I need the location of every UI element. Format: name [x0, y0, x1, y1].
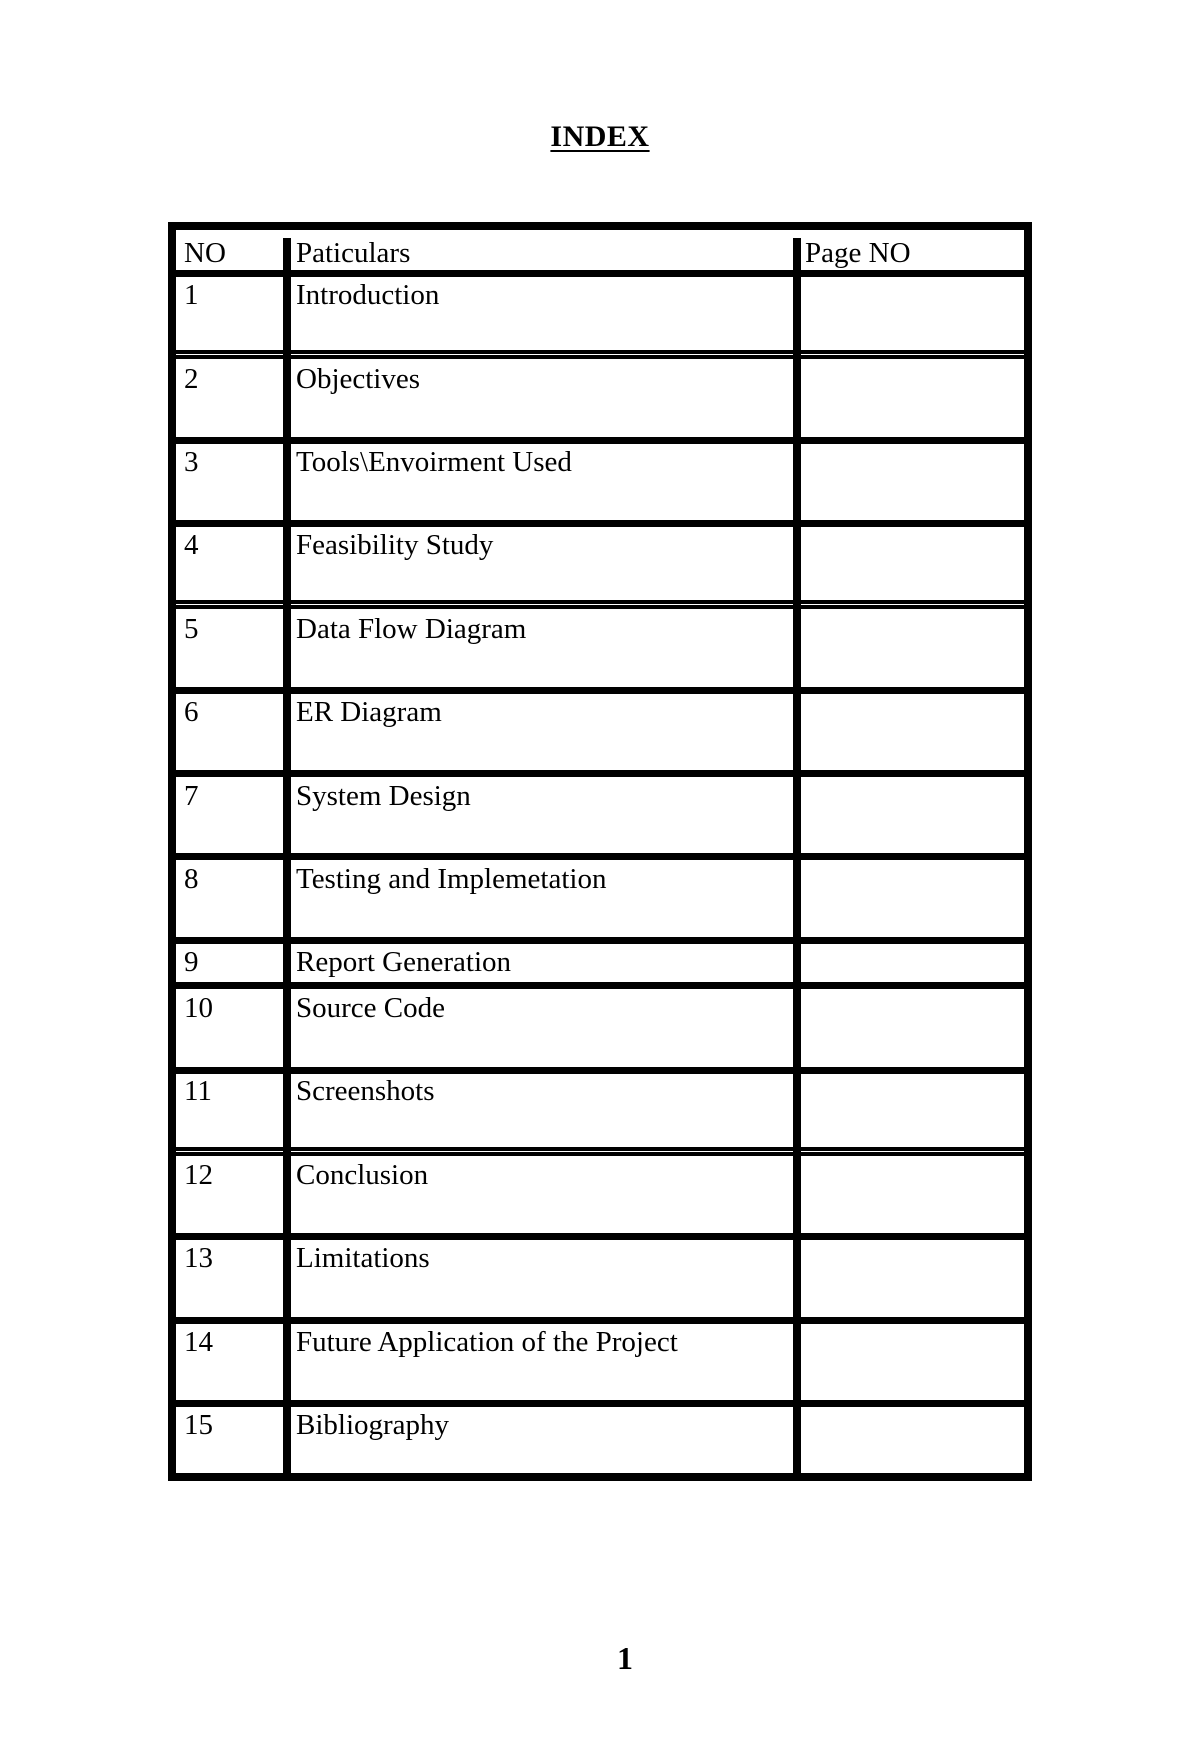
row-number: 10	[184, 992, 213, 1024]
page-title: INDEX	[550, 120, 650, 153]
row-particulars: Data Flow Diagram	[296, 613, 527, 645]
row-particulars: Limitations	[296, 1242, 430, 1274]
row-particulars: ER Diagram	[296, 696, 442, 728]
row-number: 9	[184, 946, 199, 978]
row-number: 4	[184, 529, 199, 561]
row-number: 2	[184, 363, 199, 395]
row-particulars: Future Application of the Project	[296, 1326, 678, 1358]
row-number: 13	[184, 1242, 213, 1274]
row-particulars: Objectives	[296, 363, 421, 395]
row-number: 1	[184, 279, 199, 311]
row-separator	[176, 1317, 1024, 1324]
row-separator	[176, 937, 1024, 944]
row-particulars: Introduction	[296, 279, 440, 311]
row-separator	[176, 437, 1024, 444]
row-separator	[176, 1067, 1024, 1074]
header-page-no: Page NO	[805, 237, 911, 269]
row-separator	[176, 770, 1024, 777]
row-separator	[176, 270, 1024, 277]
row-number: 12	[184, 1159, 213, 1191]
row-separator	[176, 687, 1024, 694]
row-number: 5	[184, 613, 199, 645]
row-number: 11	[184, 1075, 212, 1107]
row-number: 15	[184, 1409, 213, 1441]
row-separator	[176, 1400, 1024, 1407]
row-number: 3	[184, 446, 199, 478]
row-separator	[176, 600, 1024, 609]
row-number: 7	[184, 780, 199, 812]
row-particulars: Feasibility Study	[296, 529, 494, 561]
row-particulars: Source Code	[296, 992, 445, 1024]
header-particulars: Paticulars	[296, 237, 411, 269]
row-particulars: Testing and Implemetation	[296, 863, 607, 895]
row-particulars: Screenshots	[296, 1075, 435, 1107]
row-particulars: Report Generation	[296, 946, 512, 978]
row-particulars: Tools\Envoirment Used	[296, 446, 572, 478]
row-particulars: System Design	[296, 780, 471, 812]
header-no: NO	[184, 237, 226, 269]
row-particulars: Bibliography	[296, 1409, 450, 1441]
index-table	[168, 222, 1032, 1481]
row-separator	[176, 1147, 1024, 1156]
row-separator	[176, 1233, 1024, 1240]
row-number: 6	[184, 696, 199, 728]
page-number: 1	[617, 1640, 633, 1676]
row-separator	[176, 520, 1024, 527]
row-particulars: Conclusion	[296, 1159, 429, 1191]
row-number: 8	[184, 863, 199, 895]
row-separator	[176, 350, 1024, 359]
row-separator	[176, 982, 1024, 989]
row-number: 14	[184, 1326, 213, 1358]
row-separator	[176, 853, 1024, 860]
